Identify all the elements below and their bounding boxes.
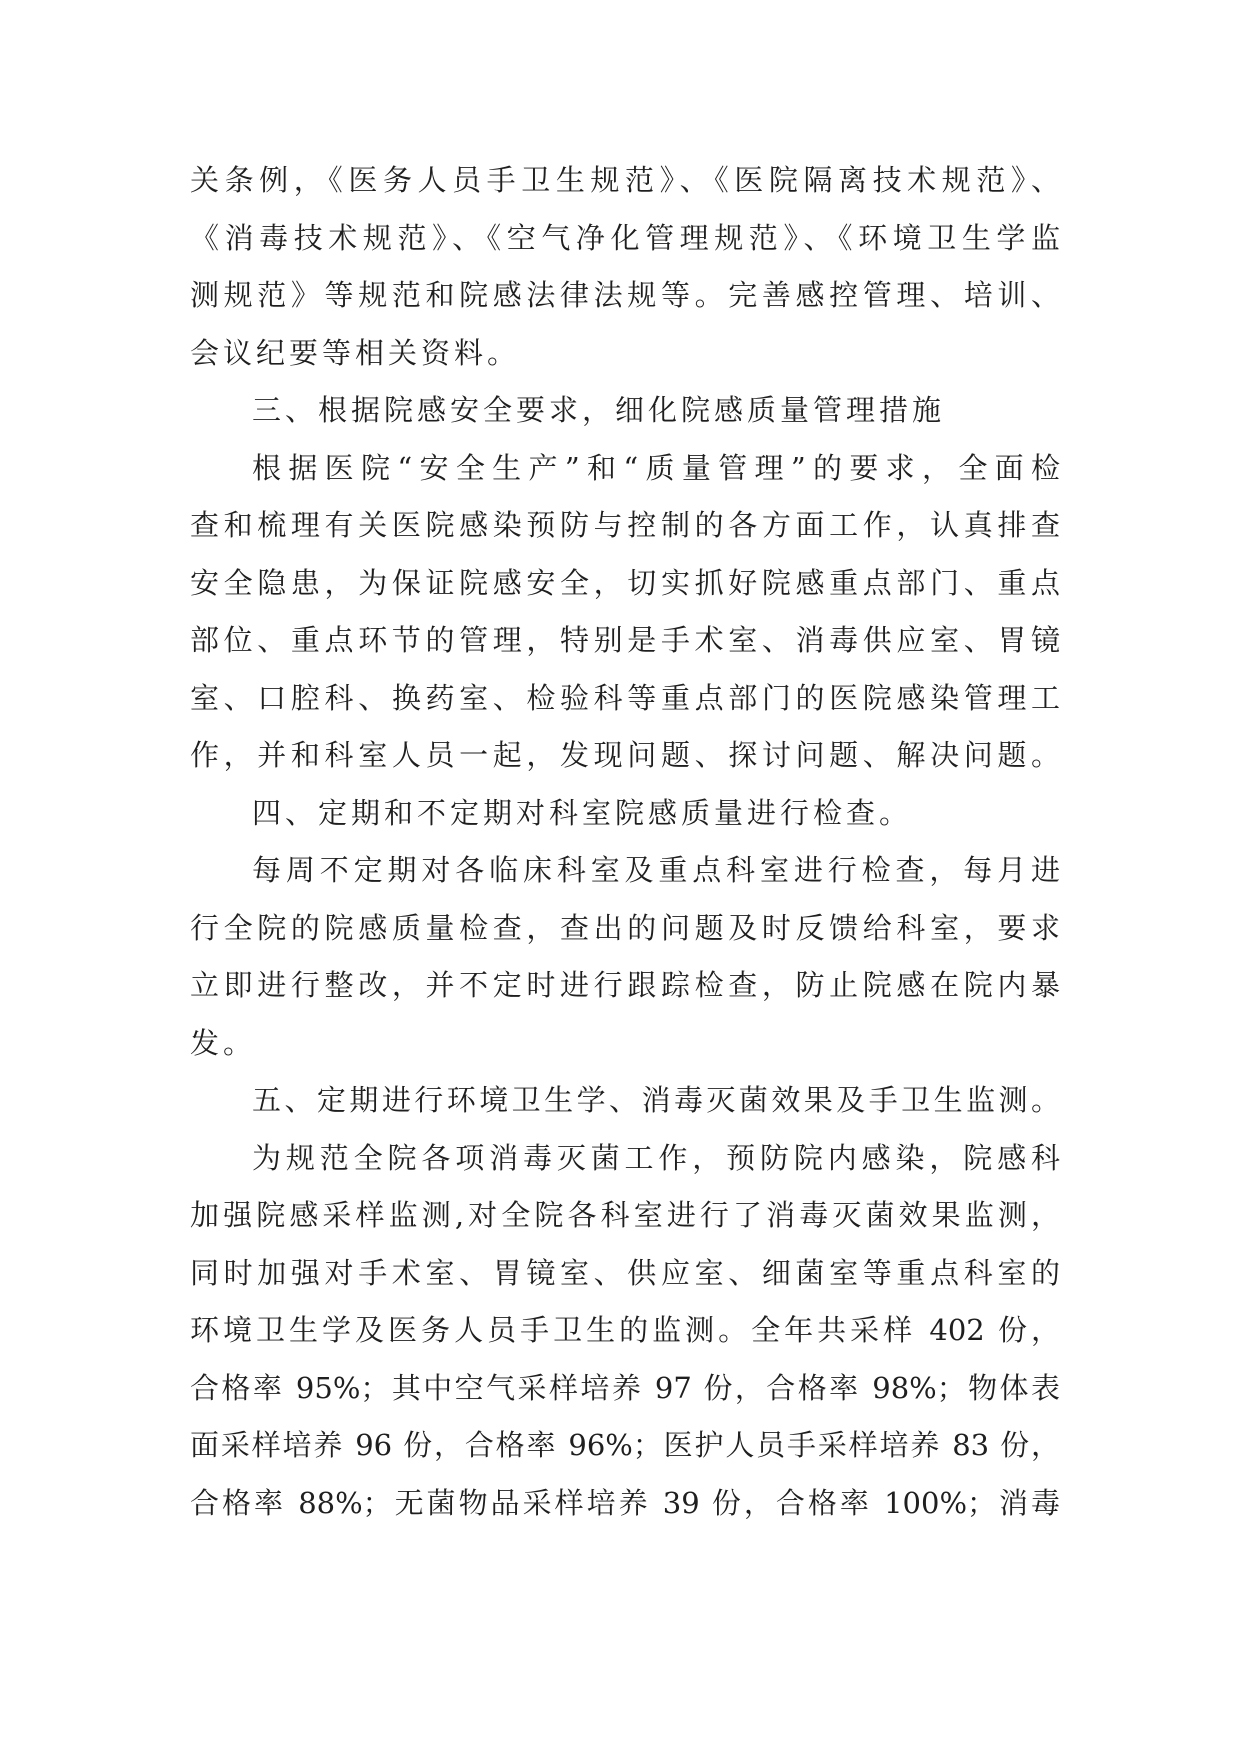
text-line: 合格率 95%；其中空气采样培养 97 份，合格率 98%；物体表 bbox=[190, 1370, 1060, 1405]
text-line: 查和梳理有关医院感染预防与控制的各方面工作，认真排查 bbox=[190, 508, 1060, 542]
text-line: 环境卫生学及医务人员手卫生的监测。全年共采样 402 份， bbox=[190, 1313, 1060, 1347]
text-line: 同时加强对手术室、胃镜室、供应室、细菌室等重点科室的 bbox=[190, 1255, 1060, 1290]
text-line: 发。 bbox=[190, 1025, 257, 1060]
text-line: 测规范》等规范和院感法律法规等。完善感控管理、培训、 bbox=[190, 278, 1060, 312]
text-line: 作，并和科室人员一起，发现问题、探讨问题、解决问题。 bbox=[190, 738, 1060, 772]
section-heading-5: 五、定期进行环境卫生学、消毒灭菌效果及手卫生监测。 bbox=[252, 1083, 1060, 1117]
text-line: 安全隐患，为保证院感安全，切实抓好院感重点部门、重点 bbox=[190, 565, 1060, 600]
section-heading-4: 四、定期和不定期对科室院感质量进行检查。 bbox=[252, 795, 913, 830]
document-body bbox=[190, 152, 1060, 1532]
text-line: 关条例，《医务人员手卫生规范》、《医院隔离技术规范》、 bbox=[190, 163, 1060, 197]
text-line: 面采样培养 96 份，合格率 96%；医护人员手采样培养 83 份， bbox=[190, 1428, 1060, 1462]
text-line: 加强院感采样监测,对全院各科室进行了消毒灭菌效果监测， bbox=[190, 1198, 1060, 1232]
text-line: 部位、重点环节的管理，特别是手术室、消毒供应室、胃镜 bbox=[190, 623, 1060, 657]
text-line: 《消毒技术规范》、《空气净化管理规范》、《环境卫生学监 bbox=[190, 220, 1060, 255]
text-line: 行全院的院感质量检查，查出的问题及时反馈给科室，要求 bbox=[190, 910, 1060, 945]
text-line: 会议纪要等相关资料。 bbox=[190, 335, 521, 370]
section-heading-3: 三、根据院感安全要求，细化院感质量管理措施 bbox=[252, 393, 946, 427]
text-line: 每周不定期对各临床科室及重点科室进行检查，每月进 bbox=[252, 853, 1060, 887]
text-line: 为规范全院各项消毒灭菌工作，预防院内感染，院感科 bbox=[252, 1140, 1060, 1175]
text-line: 合格率 88%；无菌物品采样培养 39 份，合格率 100%；消毒 bbox=[190, 1485, 1060, 1520]
text-line: 室、口腔科、换药室、检验科等重点部门的医院感染管理工 bbox=[190, 680, 1060, 715]
text-line: 根据医院“安全生产”和“质量管理”的要求，全面检 bbox=[252, 450, 1060, 485]
text-line: 立即进行整改，并不定时进行跟踪检查，防止院感在院内暴 bbox=[190, 968, 1060, 1002]
